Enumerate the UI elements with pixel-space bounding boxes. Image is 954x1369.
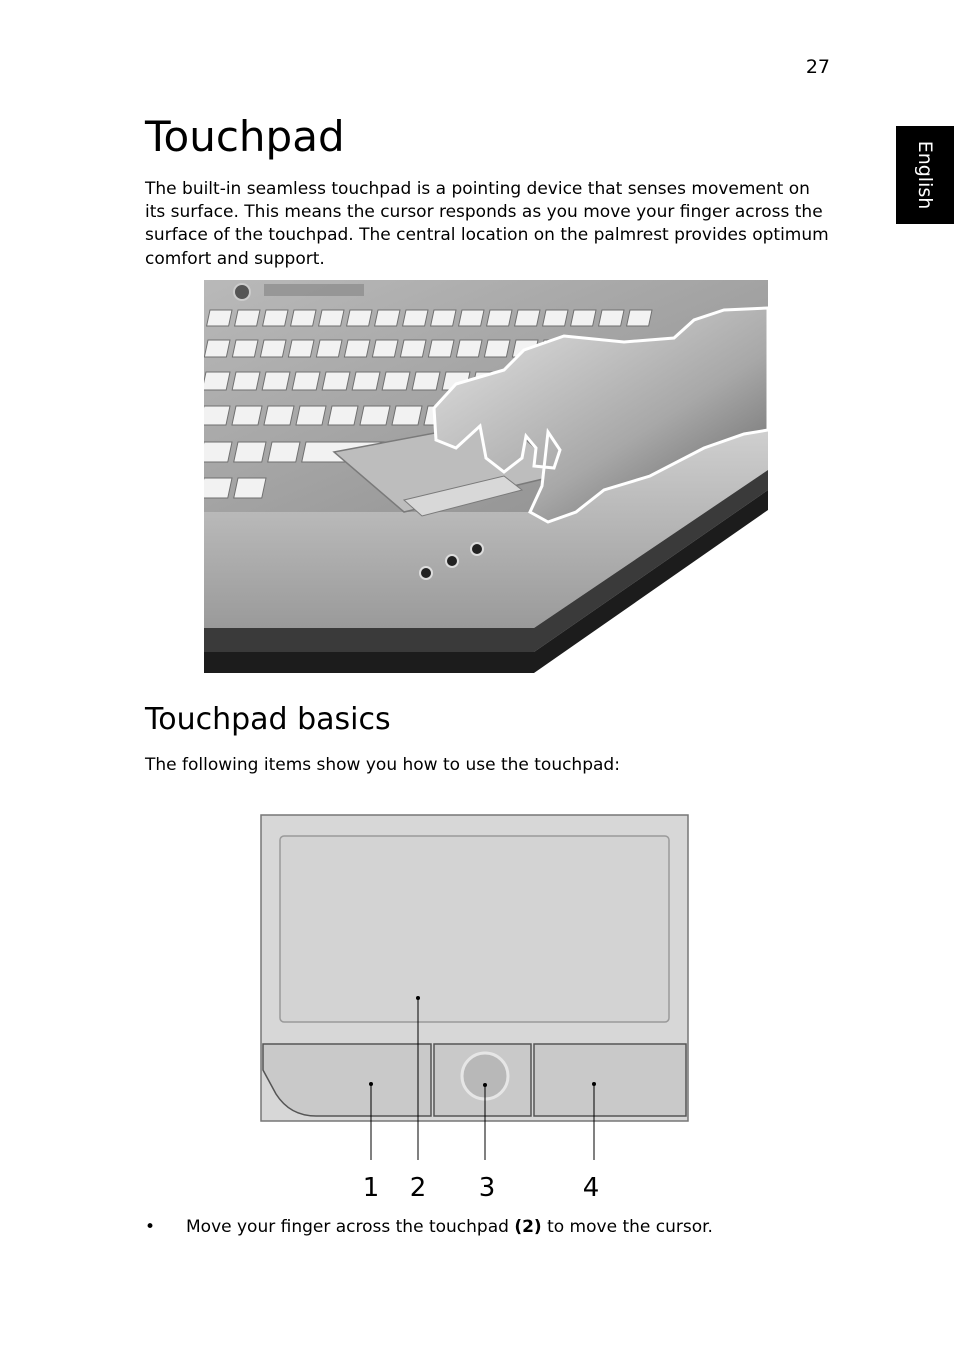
bullet-list	[145, 1217, 713, 1237]
right-button-shape	[534, 1044, 686, 1116]
language-tab	[896, 126, 954, 224]
bullet-text-after: to move the cursor.	[541, 1217, 713, 1237]
callout-1: 1	[362, 1173, 380, 1203]
language-tab-label: English	[914, 140, 936, 210]
lead-paragraph: The following items show you how to use the touchpad:	[145, 755, 620, 775]
bullet-bold-ref: (2)	[514, 1217, 542, 1237]
touchpad-diagram	[258, 812, 694, 1206]
callout-4: 4	[582, 1173, 600, 1203]
left-button-shape	[263, 1044, 431, 1116]
callout-3: 3	[478, 1173, 496, 1203]
section-title: Touchpad	[145, 112, 345, 161]
callout-2: 2	[409, 1173, 427, 1203]
page-number: 27	[805, 56, 830, 78]
subsection-title: Touchpad basics	[145, 702, 391, 737]
intro-paragraph: The built-in seamless touchpad is a pointing device that senses movement on its surface. This means the cursor responds as you move your finger across the surface of the touchpad. The central location on the palmrest provides optimum comfort and support.	[145, 179, 829, 269]
bullet-marker: •	[145, 1217, 156, 1237]
laptop-touchpad-photo	[204, 280, 768, 673]
list-item	[145, 1217, 713, 1237]
bullet-text-before: Move your finger across the touchpad	[186, 1217, 515, 1237]
